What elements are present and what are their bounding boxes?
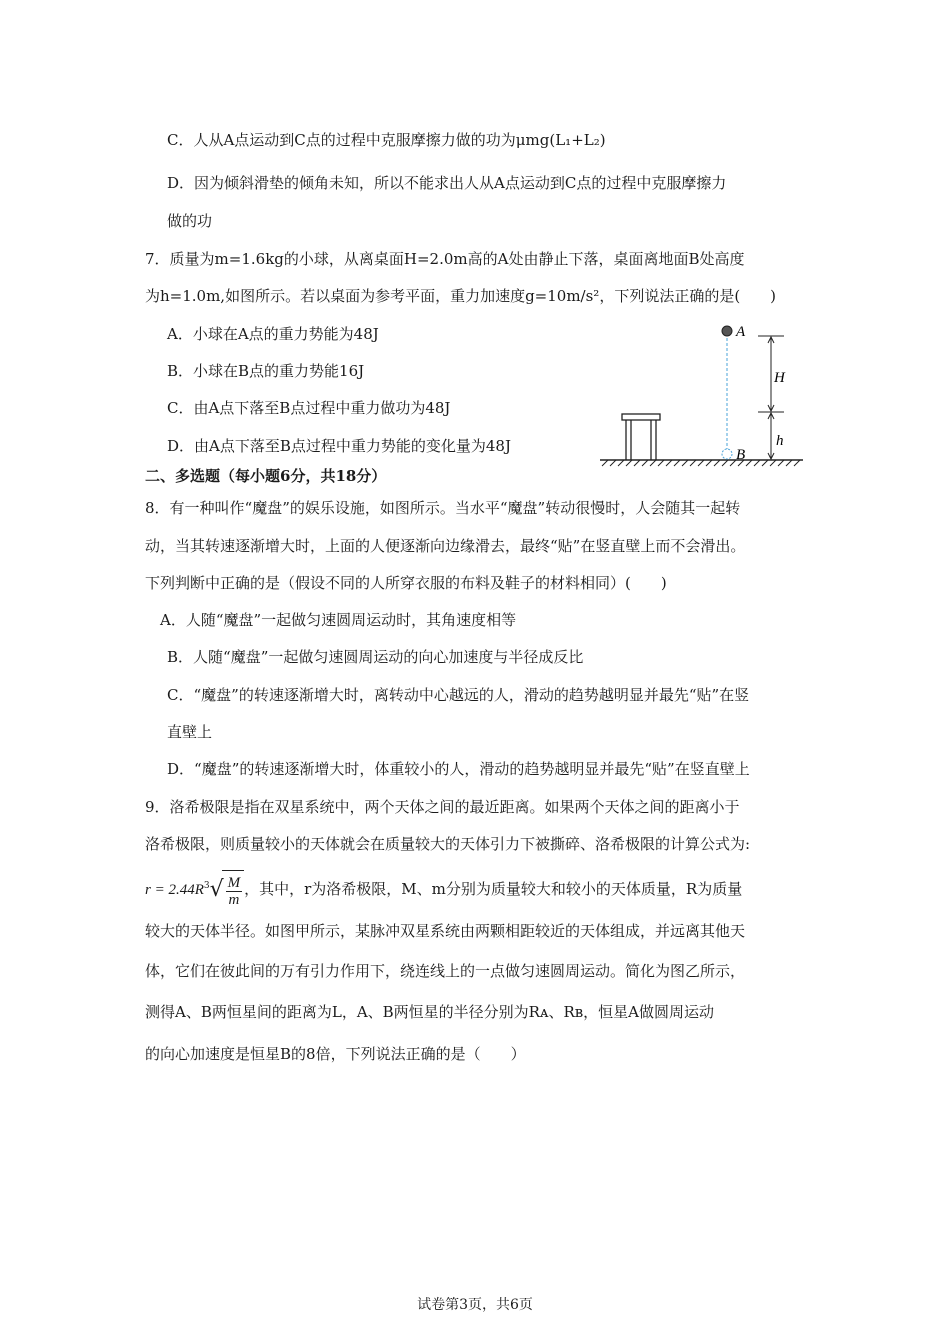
q9-stem-line6: 测得A、B两恒星间的距离为L，A、B两恒星的半径分别为Rᴀ、Rʙ，恒星A做圆周运动 bbox=[145, 1003, 715, 1021]
q8-option-d: D．“魔盘”的转速逐渐增大时，体重较小的人，滑动的趋势越明显并最先“贴”在竖直壁上 bbox=[167, 760, 750, 778]
formula-numerator: M bbox=[227, 875, 241, 891]
q7-stem-line1: 7．质量为m=1.6kg的小球，从离桌面H=2.0m高的A处由静止下落，桌面离地面B处高度 bbox=[145, 250, 745, 268]
formula-radicand bbox=[222, 870, 245, 911]
q9-formula-line bbox=[145, 866, 742, 911]
q7-stem-line2: 为h=1.0m,如图所示。若以桌面为参考平面，重力加速度g=10m/s²，下列说法正确的是( ) bbox=[145, 287, 777, 305]
q9-stem-line4: 较大的天体半径。如图甲所示，某脉冲双星系统由两颗相距较近的天体组成，并远离其他天 bbox=[145, 922, 746, 940]
q9-stem-line3: ，其中，r为洛希极限，M、m分别为质量较大和较小的天体质量，R为质量 bbox=[244, 880, 743, 898]
q9-stem-line1: 9．洛希极限是指在双星系统中，两个天体之间的最近距离。如果两个天体之间的距离小于 bbox=[145, 798, 740, 816]
q6-option-c: C．人从A点运动到C点的过程中克服摩擦力做的功为μmg(L₁+L₂) bbox=[167, 131, 606, 149]
ball-at-b bbox=[722, 449, 732, 459]
q9-stem-line2: 洛希极限，则质量较小的天体就会在质量较大的天体引力下被撕碎、洛希极限的计算公式为: bbox=[145, 835, 751, 853]
q7-figure bbox=[598, 318, 808, 468]
formula-prefix: r = 2.44R bbox=[145, 882, 204, 898]
label-a: A bbox=[736, 324, 746, 340]
formula-root-index: 3 bbox=[203, 881, 210, 891]
q8-stem-line1: 8．有一种叫作“魔盘”的娱乐设施，如图所示。当水平“魔盘”转动很慢时，人会随其一起转 bbox=[145, 499, 741, 517]
q9-stem-line7: 的向心加速度是恒星B的8倍，下列说法正确的是（ ） bbox=[145, 1045, 526, 1063]
q6-option-d-line2: 做的功 bbox=[167, 212, 213, 230]
table bbox=[622, 414, 660, 460]
q8-option-a: A．人随“魔盘”一起做匀速圆周运动时，其角速度相等 bbox=[160, 611, 517, 629]
ball-at-a bbox=[722, 326, 732, 336]
q8-stem-line3: 下列判断中正确的是（假设不同的人所穿衣服的布料及鞋子的材料相同）( ) bbox=[145, 574, 667, 592]
q7-option-b: B．小球在B点的重力势能16J bbox=[167, 362, 365, 380]
section-title: 二、多选题（每小题6分，共18分） bbox=[145, 467, 387, 485]
q8-option-c-line2: 直壁上 bbox=[167, 723, 213, 741]
radical-sign: √ bbox=[209, 877, 224, 902]
q8-option-c-line1: C．“魔盘”的转速逐渐增大时，离转动中心越远的人，滑动的趋势越明显并最先“贴”在竖 bbox=[167, 686, 750, 704]
label-h-lower: h bbox=[776, 433, 784, 449]
q8-option-b: B．人随“魔盘”一起做匀速圆周运动的向心加速度与半径成反比 bbox=[167, 648, 584, 666]
q7-option-c: C．由A点下落至B点过程中重力做功为48J bbox=[167, 399, 451, 417]
ground bbox=[600, 460, 803, 466]
q9-stem-line5: 体，它们在彼此间的万有引力作用下，绕连线上的一点做匀速圆周运动。简化为图乙所示， bbox=[145, 962, 746, 980]
q7-option-a: A．小球在A点的重力势能为48J bbox=[167, 325, 379, 343]
q6-option-d-line1: D．因为倾斜滑垫的倾角未知，所以不能求出人从A点运动到C点的过程中克服摩擦力 bbox=[167, 174, 727, 192]
q8-stem-line2: 动，当其转速逐渐增大时，上面的人便逐渐向边缘滑去，最终“贴”在竖直壁上而不会滑出。 bbox=[145, 537, 746, 555]
q7-option-d: D．由A点下落至B点过程中重力势能的变化量为48J bbox=[167, 437, 511, 455]
formula-denominator: m bbox=[228, 892, 240, 908]
label-b: B bbox=[736, 447, 746, 463]
label-h-upper: H bbox=[774, 370, 785, 386]
page-footer: 试卷第3页，共6页 bbox=[417, 1297, 533, 1313]
